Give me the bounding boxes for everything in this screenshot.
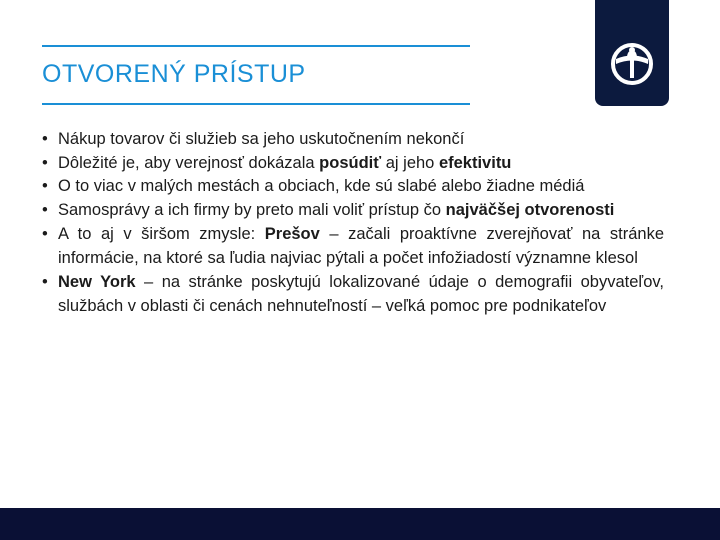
slide-title: OTVORENÝ PRÍSTUP (42, 60, 306, 88)
bullet-text: Nákup tovarov či služieb sa jeho uskutočnením nekončí (58, 130, 465, 148)
title-top-rule (42, 45, 470, 47)
bullet-item (42, 223, 664, 270)
bullet-marker: • (42, 273, 48, 291)
bullet-item (42, 175, 664, 199)
bullet-item (42, 271, 664, 318)
transparency-logo-icon (610, 42, 654, 86)
bullet-text-bold: efektivitu (438, 153, 512, 172)
footer-bar (0, 508, 720, 540)
bullet-text: A to aj v širšom zmysle: (58, 225, 265, 243)
title-bottom-rule (42, 103, 470, 105)
bullet-text: – začali proaktívne zverejňovať na stránke informácie, na ktoré sa ľudia najviac pýtali a počet infožiadostí významne klesol (58, 225, 664, 267)
bullet-text: O to viac v malých mestách a obciach, kde sú slabé alebo žiadne médiá (58, 177, 585, 195)
bullet-text-bold: posúdiť (319, 153, 382, 172)
bullet-marker: • (42, 225, 48, 243)
bullet-item (42, 152, 664, 176)
bullet-item (42, 128, 664, 152)
bullet-item (42, 199, 664, 223)
logo-tab (595, 0, 669, 106)
bullet-text: aj jeho (381, 153, 439, 172)
bullet-text: – na stránke poskytujú lokalizované údaje o demografii obyvateľov, službách v oblasti či cenách nehnuteľností – veľká pomoc pre podnikateľov (58, 273, 665, 315)
bullet-list (42, 128, 664, 318)
bullet-marker: • (42, 177, 48, 195)
bullet-text-bold: Prešov (264, 225, 320, 243)
bullet-text: Dôležité je, aby verejnosť dokázala (58, 153, 320, 172)
bullet-text-bold: najväčšej otvorenosti (445, 200, 615, 219)
bullet-marker: • (42, 200, 48, 219)
bullet-marker: • (42, 153, 48, 172)
bullet-text-bold: New York (58, 273, 136, 291)
bullet-marker: • (42, 130, 48, 148)
bullet-text: Samosprávy a ich firmy by preto mali voliť prístup čo (58, 200, 446, 219)
